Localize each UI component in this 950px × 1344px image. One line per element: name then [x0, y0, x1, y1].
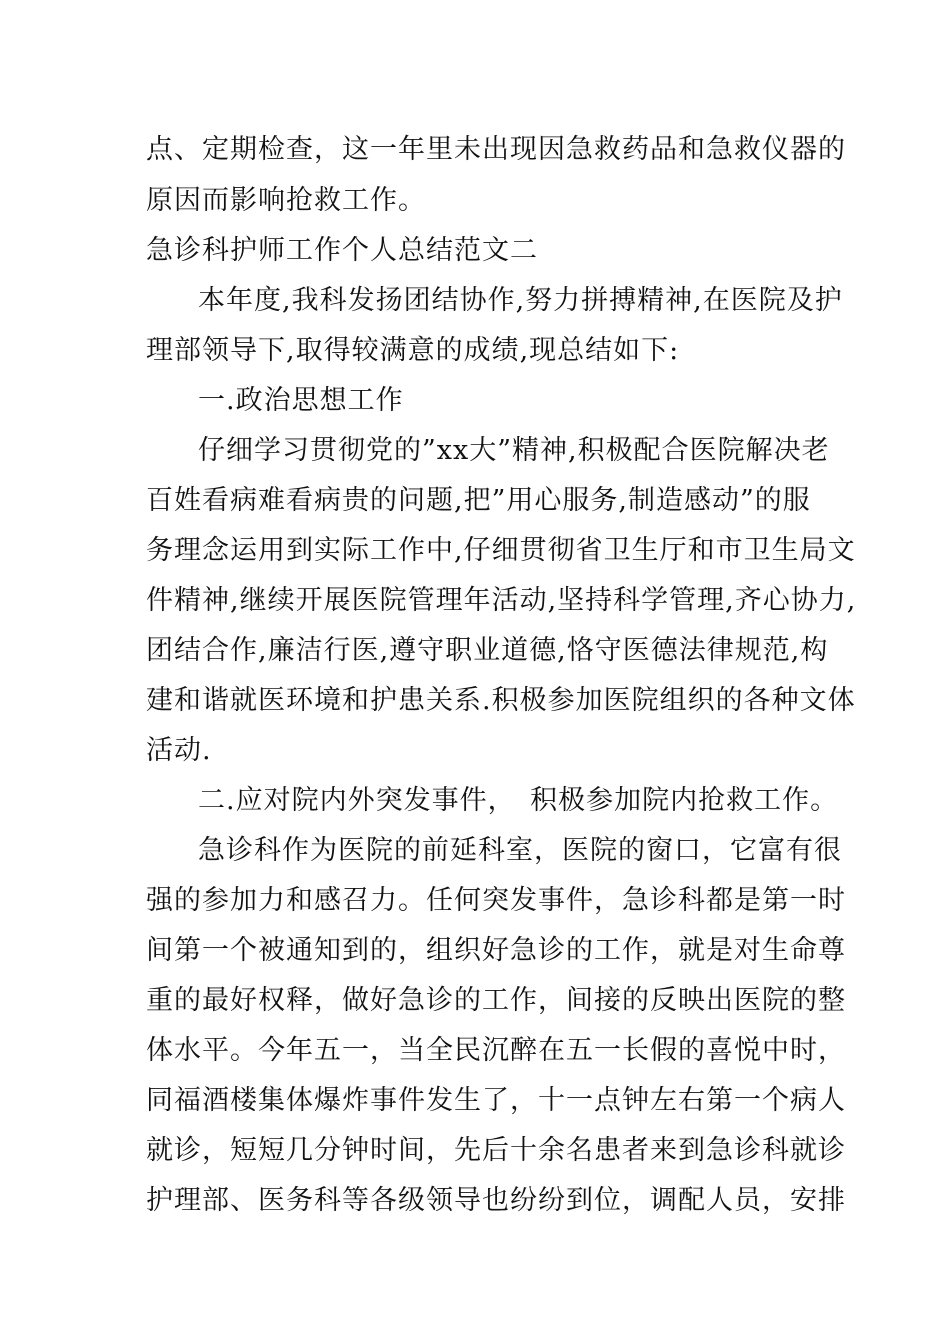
- text-line: 仔细学习贯彻党的”xx大”精神,积极配合医院解决老: [198, 435, 830, 466]
- text-line: 团结合作,廉洁行医,遵守职业道德,恪守医德法律规范,构: [146, 635, 829, 666]
- text-line: 点、定期检查，这一年里未出现因急救药品和急救仪器的: [146, 134, 846, 165]
- text-line: 护理部、医务科等各级领导也纷纷到位，调配人员，安排: [146, 1185, 846, 1216]
- subsection-heading: 二.应对院内外突发事件， 积极参加院内抢救工作。: [198, 785, 839, 816]
- text-line: 同福酒楼集体爆炸事件发生了，十一点钟左右第一个病人: [146, 1085, 846, 1116]
- text-line: 间第一个被通知到的，组织好急诊的工作，就是对生命尊: [146, 935, 846, 966]
- subsection-heading: 一.政治思想工作: [198, 385, 404, 416]
- text-line: 急诊科作为医院的前延科室，医院的窗口，它富有很: [198, 835, 842, 866]
- text-line: 原因而影响抢救工作。: [146, 185, 426, 216]
- text-line: 本年度,我科发扬团结协作,努力拼搏精神,在医院及护: [198, 285, 843, 316]
- text-line: 百姓看病难看病贵的问题,把”用心服务,制造感动”的服: [146, 485, 811, 516]
- section-heading: 急诊科护师工作个人总结范文二: [146, 235, 538, 266]
- text-line: 重的最好权释，做好急诊的工作，间接的反映出医院的整: [146, 985, 846, 1016]
- text-line: 建和谐就医环境和护患关系.积极参加医院组织的各种文体: [146, 685, 856, 716]
- text-line: 理部领导下,取得较满意的成绩,现总结如下:: [146, 335, 680, 366]
- text-line: 件精神,继续开展医院管理年活动,坚持科学管理,齐心协力,: [146, 585, 857, 616]
- text-line: 活动.: [146, 735, 212, 766]
- text-line: 体水平。今年五一，当全民沉醉在五一长假的喜悦中时，: [146, 1035, 846, 1066]
- text-line: 强的参加力和感召力。任何突发事件，急诊科都是第一时: [146, 885, 846, 916]
- text-line: 就诊，短短几分钟时间，先后十余名患者来到急诊科就诊: [146, 1135, 846, 1166]
- text-line: 务理念运用到实际工作中,仔细贯彻省卫生厅和市卫生局文: [146, 535, 856, 566]
